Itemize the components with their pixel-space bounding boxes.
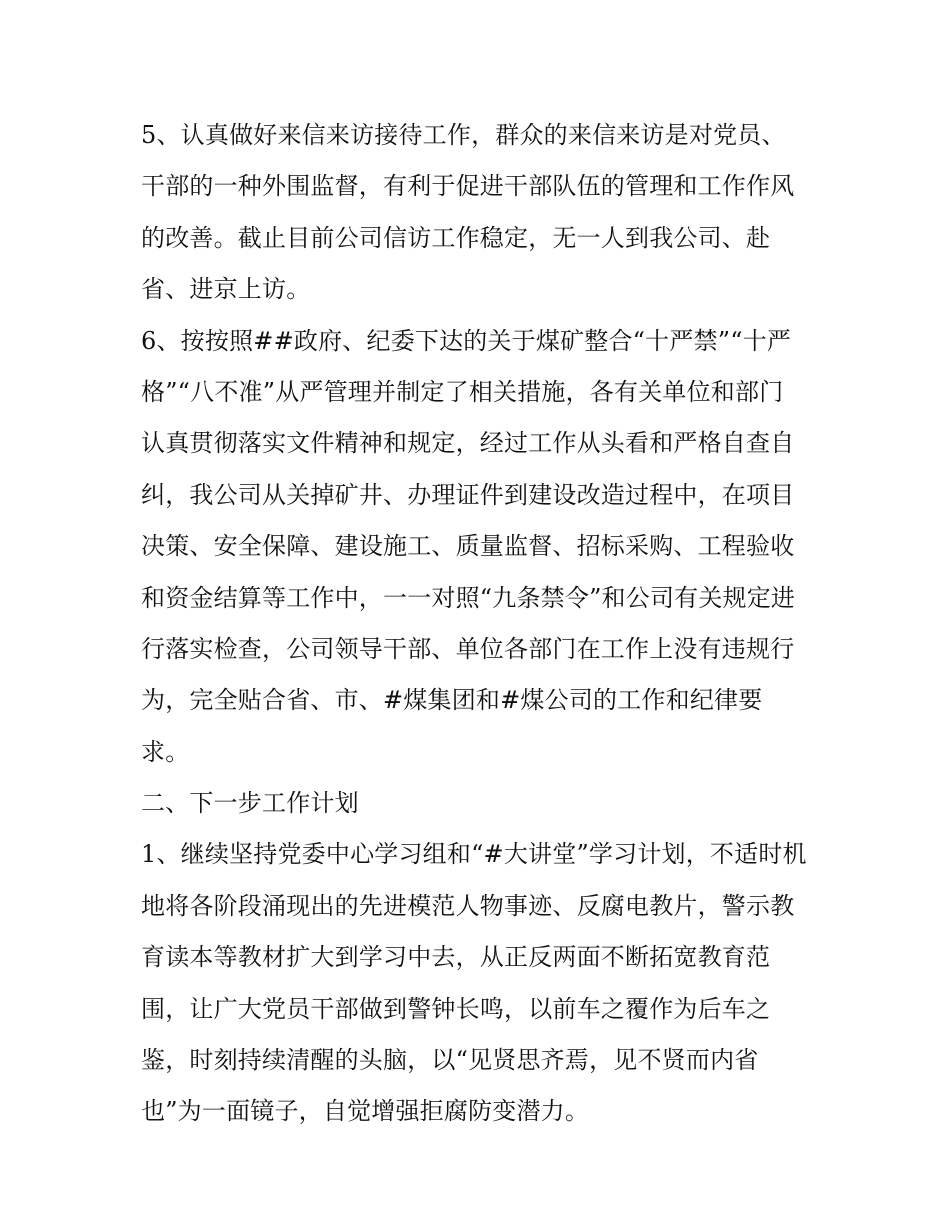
document-body [141, 110, 841, 1138]
text-line: 决策、安全保障、建设施工、质量监督、招标采购、工程验收 [141, 532, 795, 561]
text-line: 鉴，时刻持续清醒的头脑，以“见贤思齐焉，见不贤而内省 [141, 1046, 759, 1075]
text-line: 省、进京上访。 [141, 275, 311, 304]
text-line: 格”“八不准”从严管理并制定了相关措施，各有关单位和部门 [141, 377, 784, 406]
text-line: 认真贯彻落实文件精神和规定，经过工作从头看和严格自查自 [141, 429, 795, 458]
text-line: 行落实检查，公司领导干部、单位各部门在工作上没有违规行 [141, 634, 795, 663]
text-line: 围，让广大党员干部做到警钟长鸣，以前车之覆作为后车之 [141, 994, 771, 1023]
section-heading: 二、下一步工作计划 [141, 789, 359, 818]
text-line: 也”为一面镜子，自觉增强拒腐防变潜力。 [141, 1097, 590, 1126]
text-line: 6、按按照##政府、纪委下达的关于煤矿整合“十严禁”“十严 [141, 326, 792, 355]
text-line: 1、继续坚持党委中心学习组和“#大讲堂”学习计划，不适时机 [141, 840, 807, 869]
text-line: 的改善。截止目前公司信访工作稳定，无一人到我公司、赴 [141, 223, 771, 252]
text-line: 纠，我公司从关掉矿井、办理证件到建设改造过程中，在项目 [141, 480, 795, 509]
text-line: 和资金结算等工作中，一一对照“九条禁令”和公司有关规定进 [141, 583, 796, 612]
text-line: 育读本等教材扩大到学习中去，从正反两面不断拓宽教育范 [141, 943, 771, 972]
text-line: 干部的一种外围监督，有利于促进干部队伍的管理和工作作风 [141, 172, 795, 201]
text-line: 为，完全贴合省、市、#煤集团和#煤公司的工作和纪律要 [141, 686, 763, 715]
text-line: 5、认真做好来信来访接待工作，群众的来信来访是对党员、 [141, 121, 786, 149]
text-line: 求。 [141, 737, 190, 766]
text-line: 地将各阶段涌现出的先进模范人物事迹、反腐电教片，警示教 [141, 891, 795, 920]
